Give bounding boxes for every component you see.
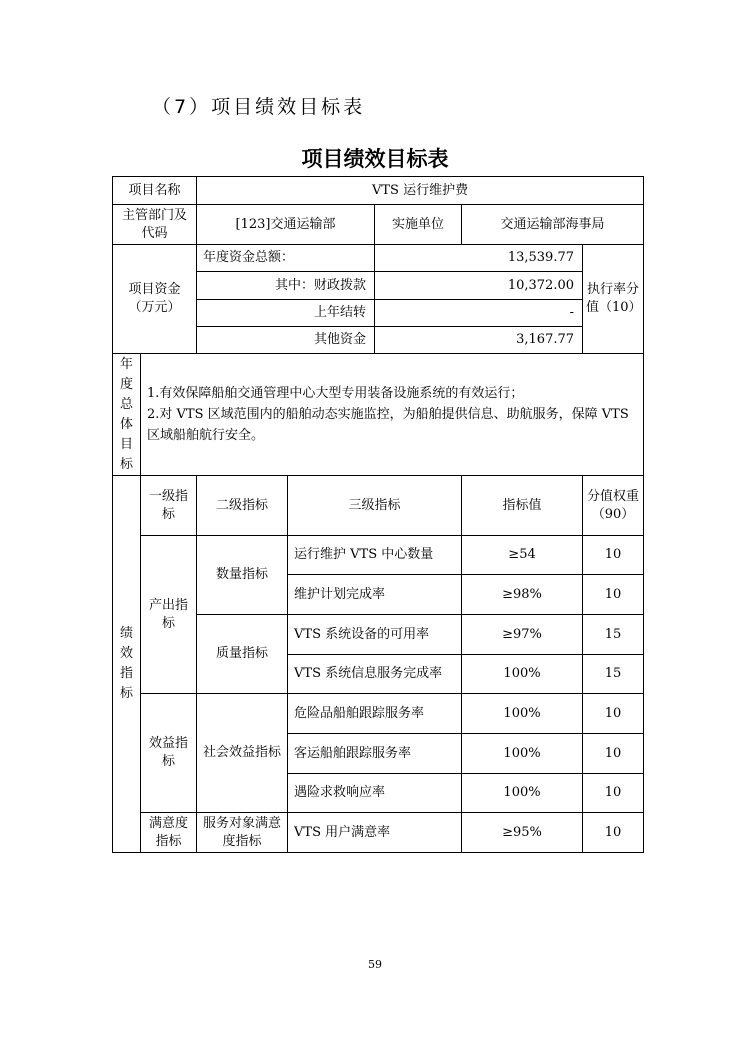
funds-total-label: 年度资金总额： [197,245,375,272]
header-level2: 二级指标 [197,476,288,536]
annual-goal-line: 区域船舶航行安全。 [147,428,265,443]
indicator-value: 100% [462,774,583,813]
indicator-name: VTS 系统设备的可用率 [288,615,462,655]
funds-carryover-value: - [375,300,583,327]
annual-goal-row [113,354,644,476]
indicator-weight: 15 [583,655,644,694]
funds-total-row [113,245,644,272]
level2-quality: 质量指标 [197,615,288,694]
level2-service-satisfaction: 服务对象满意度指标 [197,813,288,853]
level2-social-benefit: 社会效益指标 [197,694,288,813]
indicators-section-label: 绩效指标 [113,476,141,853]
implementing-unit-label: 实施单位 [375,205,462,245]
table-title: 项目绩效目标表 [301,147,449,171]
indicator-name: 运行维护 VTS 中心数量 [288,536,462,575]
indicator-value: ≥54 [462,536,583,575]
funds-other-label: 其他资金 [197,327,375,354]
indicator-weight: 10 [583,734,644,774]
indicator-weight: 15 [583,615,644,655]
table-row [113,813,644,853]
header-value: 指标值 [462,476,583,536]
annual-goal-content [141,354,644,476]
indicator-header-row [113,476,644,536]
indicator-value: ≥97% [462,615,583,655]
indicator-value: ≥95% [462,813,583,853]
level2-quantity: 数量指标 [197,536,288,615]
department-value: [123]交通运输部 [197,205,375,245]
funds-total-value: 13,539.77 [375,245,583,272]
section-heading: （7）项目绩效目标表 [152,96,366,118]
project-name-label: 项目名称 [113,177,197,205]
indicator-value: ≥98% [462,575,583,615]
project-name-row [113,177,644,205]
funds-fiscal-value: 10,372.00 [375,272,583,300]
level1-benefit: 效益指标 [141,694,197,813]
department-label: 主管部门及代码 [113,205,197,245]
annual-goal-line: 2.对 VTS 区域范围内的船舶动态实施监控，为船舶提供信息、助航服务，保障 VTS [147,407,629,422]
indicator-weight: 10 [583,694,644,734]
table-row [113,536,644,575]
project-name-value: VTS 运行维护费 [197,177,644,205]
indicator-weight: 10 [583,774,644,813]
indicator-name: 客运船舶跟踪服务率 [288,734,462,774]
indicator-name: 遇险求救响应率 [288,774,462,813]
annual-goal-label: 年度总体目标 [113,354,141,476]
indicator-value: 100% [462,734,583,774]
implementing-unit-value: 交通运输部海事局 [462,205,644,245]
indicator-value: 100% [462,655,583,694]
level1-satisfaction: 满意度指标 [141,813,197,853]
level1-output: 产出指标 [141,536,197,694]
indicator-weight: 10 [583,536,644,575]
indicator-name: VTS 用户满意率 [288,813,462,853]
funds-label: 项目资金（万元） [113,245,197,354]
department-row [113,205,644,245]
header-weight: 分值权重（90） [583,476,644,536]
page-number: 59 [368,958,382,971]
indicator-value: 100% [462,694,583,734]
indicator-name: 维护计划完成率 [288,575,462,615]
table-row [113,694,644,734]
indicator-weight: 10 [583,575,644,615]
annual-goal-line: 1.有效保障船舶交通管理中心大型专用装备设施系统的有效运行； [147,386,524,401]
funds-carryover-label: 上年结转 [197,300,375,327]
execution-rate-label: 执行率分值（10） [583,245,644,354]
indicator-name: 危险品船舶跟踪服务率 [288,694,462,734]
header-level3: 三级指标 [288,476,462,536]
indicator-name: VTS 系统信息服务完成率 [288,655,462,694]
performance-table [112,176,644,853]
funds-fiscal-label: 其中：财政拨款 [197,272,375,300]
funds-other-value: 3,167.77 [375,327,583,354]
indicator-weight: 10 [583,813,644,853]
header-level1: 一级指标 [141,476,197,536]
